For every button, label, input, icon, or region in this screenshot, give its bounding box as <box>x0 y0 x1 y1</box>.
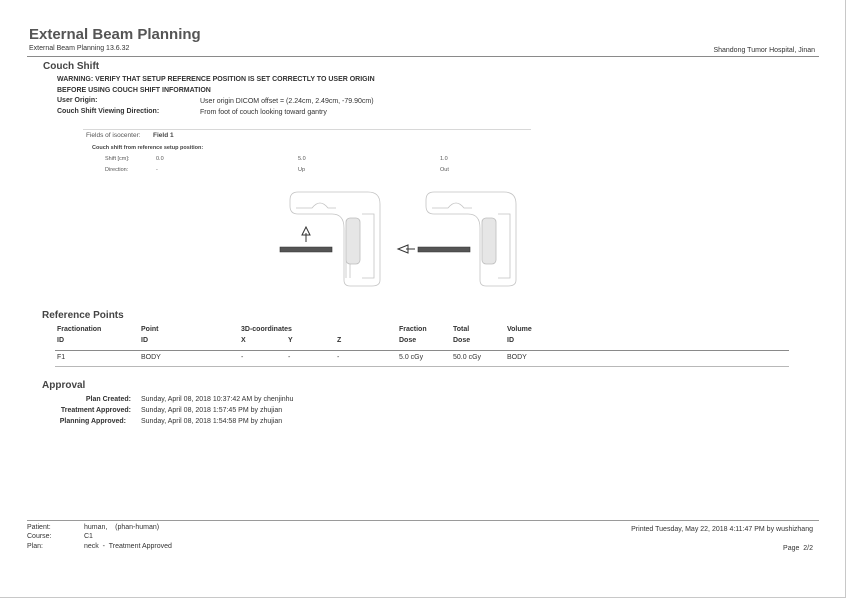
col-header-y: Y <box>288 337 293 344</box>
col-header-3d-coordinates: 3D-coordinates <box>241 326 292 333</box>
out-arrow-icon <box>398 245 415 253</box>
footer-divider <box>27 520 819 521</box>
planning-approved-value: Sunday, April 08, 2018 1:54:58 PM by zhujian <box>141 418 283 425</box>
course-value: C1 <box>84 533 93 540</box>
col-header-point-id: ID <box>141 337 148 344</box>
course-label: Course: <box>27 533 52 540</box>
plan-created-label: Plan Created: <box>85 396 131 403</box>
direction-value-lateral: - <box>156 167 158 173</box>
couch-out-diagram <box>396 188 522 288</box>
report-title: External Beam Planning <box>29 26 201 43</box>
col-header-x: X <box>241 337 246 344</box>
warning-line-1: WARNING: VERIFY THAT SETUP REFERENCE POSITION IS SET CORRECTLY TO USER ORIGIN <box>57 76 375 83</box>
fields-label: Fields of isocenter: <box>86 132 141 139</box>
table-bottom-divider <box>55 366 789 367</box>
shift-value-vertical: 5.0 <box>298 156 306 162</box>
col-header-volume: Volume <box>507 326 532 333</box>
cell-z: - <box>337 354 340 361</box>
cell-fraction-dose: 5.0 cGy <box>399 354 424 361</box>
col-header-point: Point <box>141 326 159 333</box>
viewing-direction-value: From foot of couch looking toward gantry <box>200 109 327 116</box>
printed-info: Printed Tuesday, May 22, 2018 4:11:47 PM by wushizhang <box>631 526 813 533</box>
up-arrow-icon <box>302 227 310 242</box>
shift-value-longitudinal: 1.0 <box>440 156 448 162</box>
col-header-total-dose: Dose <box>453 337 471 344</box>
direction-label: Direction: <box>105 167 129 173</box>
col-header-fraction: Fraction <box>399 326 427 333</box>
cell-total-dose: 50.0 cGy <box>453 354 482 361</box>
reference-points-heading: Reference Points <box>42 310 124 321</box>
table-header-divider <box>55 350 789 351</box>
user-origin-label: User Origin: <box>57 97 98 104</box>
direction-value-longitudinal: Out <box>440 167 449 173</box>
couch-shift-heading: Couch Shift <box>43 61 100 72</box>
viewing-direction-label: Couch Shift Viewing Direction: <box>57 108 160 115</box>
user-origin-value: User origin DICOM offset = (2.24cm, 2.49cm, -79.90cm) <box>200 98 374 105</box>
plan-created-value: Sunday, April 08, 2018 10:37:42 AM by chenjinhu <box>141 396 294 403</box>
patient-value: human, (phan-human) <box>84 524 160 531</box>
plan-value: neck - Treatment Approved <box>84 543 172 550</box>
shift-value-lateral: 0.0 <box>156 156 164 162</box>
treatment-approved-value: Sunday, April 08, 2018 1:57:45 PM by zhujian <box>141 407 283 414</box>
cell-point-id: BODY <box>141 354 161 361</box>
col-header-z: Z <box>337 337 342 344</box>
cell-x: - <box>241 354 244 361</box>
header-divider <box>27 56 819 57</box>
couch-top-icon <box>418 247 470 252</box>
shift-heading: Couch shift from reference setup position: <box>92 145 204 151</box>
patient-label: Patient: <box>27 524 51 531</box>
hospital-name: Shandong Tumor Hospital, Jinan <box>713 47 815 54</box>
couch-top-icon <box>280 247 332 252</box>
col-header-fractionation: Fractionation <box>57 326 102 333</box>
plan-label: Plan: <box>27 543 43 550</box>
shift-label: Shift [cm]: <box>105 156 130 162</box>
approval-heading: Approval <box>42 380 86 391</box>
direction-value-vertical: Up <box>298 167 306 173</box>
report-subtitle: External Beam Planning 13.6.32 <box>29 45 130 52</box>
treatment-approved-label: Treatment Approved: <box>60 407 131 414</box>
cell-volume-id: BODY <box>507 354 527 361</box>
planning-approved-label: Planning Approved: <box>59 418 126 425</box>
fields-value: Field 1 <box>153 132 174 139</box>
col-header-total: Total <box>453 326 470 333</box>
col-header-fractionation-id: ID <box>57 337 64 344</box>
fields-divider <box>83 129 531 130</box>
cell-y: - <box>288 354 291 361</box>
col-header-volume-id: ID <box>507 337 514 344</box>
warning-line-2: BEFORE USING COUCH SHIFT INFORMATION <box>57 87 211 94</box>
couch-up-diagram <box>276 188 386 288</box>
col-header-fraction-dose: Dose <box>399 337 417 344</box>
page-number: Page 2/2 <box>783 545 813 552</box>
cell-fractionation-id: F1 <box>57 354 66 361</box>
